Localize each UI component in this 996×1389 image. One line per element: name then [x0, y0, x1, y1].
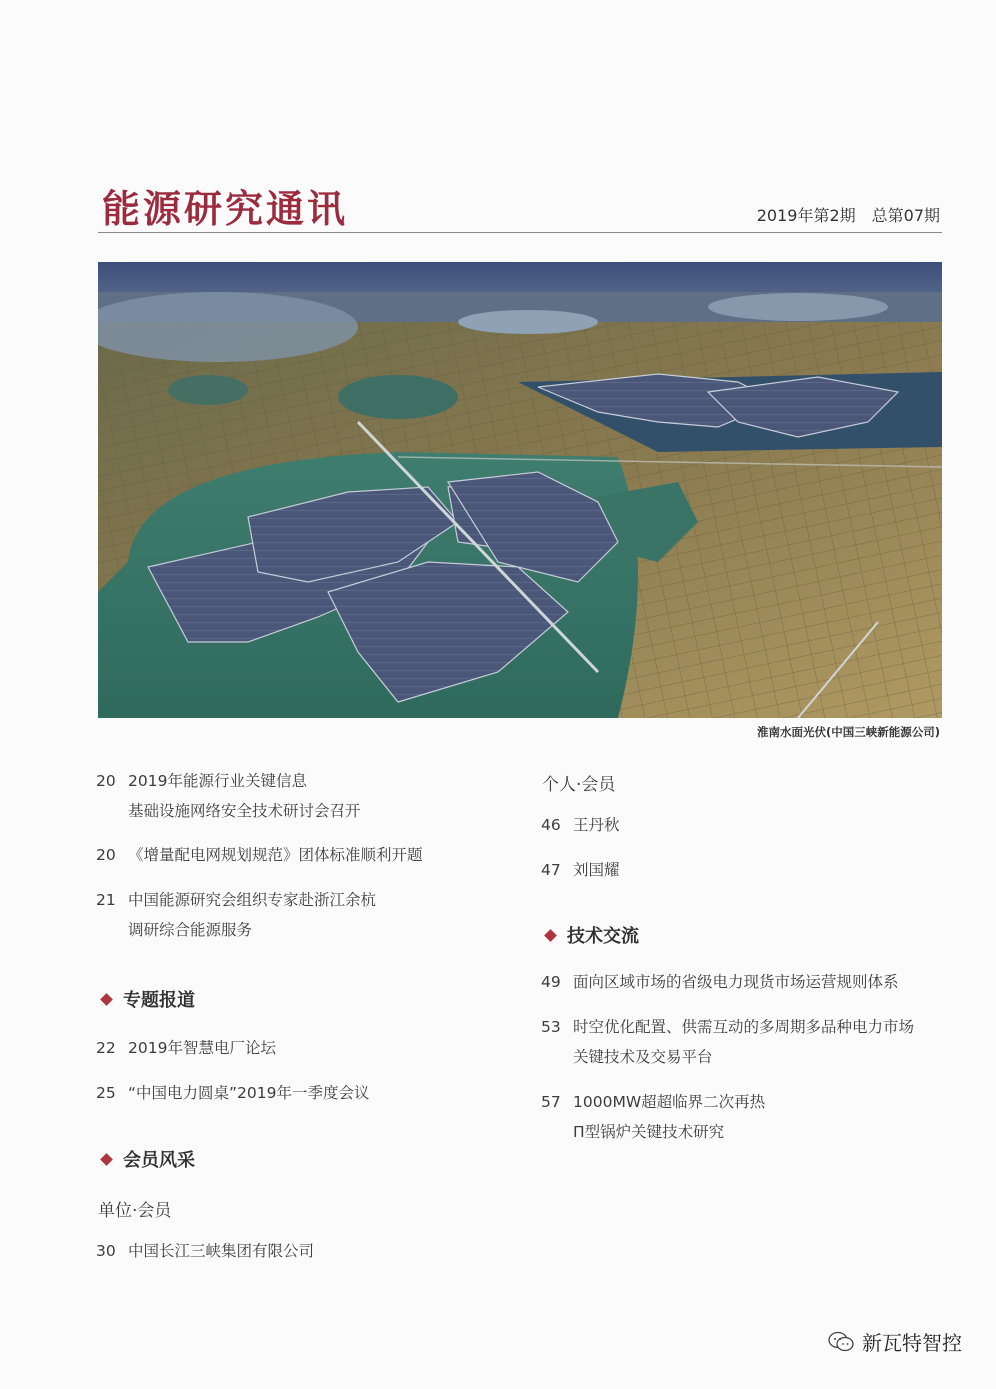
toc-page-number: 57	[541, 1093, 561, 1111]
toc-title-line2: П型锅炉关键技术研究	[573, 1123, 725, 1141]
toc-page-number: 47	[541, 861, 561, 879]
toc-entry[interactable]	[96, 1236, 314, 1266]
section-title: 专题报道	[123, 990, 195, 1011]
subheading-person-members: 个人·会员	[542, 775, 616, 795]
toc-page-number: 46	[541, 816, 561, 834]
diamond-bullet-icon	[100, 1153, 113, 1166]
diamond-bullet-icon	[100, 993, 113, 1006]
toc-title: 1000MW超超临界二次再热	[573, 1093, 766, 1111]
toc-page-number: 21	[96, 891, 116, 909]
masthead-title: 能源研究通讯	[102, 186, 349, 231]
toc-title: 《增量配电网规划规范》团体标准顺利开题	[128, 846, 423, 864]
section-heading-members	[102, 1146, 195, 1172]
toc-page-number: 53	[541, 1018, 561, 1036]
toc-title: 时空优化配置、供需互动的多周期多品种电力市场	[573, 1018, 915, 1036]
toc-title: 中国能源研究会组织专家赴浙江余杭	[128, 891, 377, 909]
cover-photo	[98, 262, 942, 718]
toc-title-line2: 调研综合能源服务	[128, 921, 253, 939]
toc-entry[interactable]	[541, 967, 899, 997]
toc-entry[interactable]	[541, 810, 620, 840]
subheading-unit-members: 单位·会员	[98, 1201, 172, 1221]
toc-entry[interactable]	[96, 1078, 370, 1108]
toc-entry[interactable]	[96, 840, 423, 870]
wechat-icon	[828, 1331, 854, 1353]
section-title: 会员风采	[123, 1150, 195, 1171]
toc-title: “中国电力圆桌”2019年一季度会议	[128, 1084, 370, 1102]
toc-page-number: 25	[96, 1084, 116, 1102]
toc-entry[interactable]	[541, 855, 620, 885]
toc-title: 面向区域市场的省级电力现货市场运营规则体系	[573, 973, 899, 991]
toc-page-number: 30	[96, 1242, 116, 1260]
toc-entry[interactable]	[96, 1033, 276, 1063]
issue-info: 2019年第2期 总第07期	[756, 206, 940, 225]
toc-title: 2019年智慧电厂论坛	[128, 1039, 276, 1057]
photo-caption: 淮南水面光伏(中国三峡新能源公司)	[756, 725, 940, 739]
toc-entry[interactable]	[541, 1012, 914, 1072]
toc-title-line2: 基础设施网络安全技术研讨会召开	[128, 802, 361, 820]
toc-title-line2: 关键技术及交易平台	[573, 1048, 713, 1066]
watermark-text: 新瓦特智控	[862, 1331, 962, 1355]
toc-title: 王丹秋	[573, 816, 620, 834]
toc-page-number: 20	[96, 846, 116, 864]
section-heading-tech	[546, 922, 639, 948]
section-heading-special	[102, 986, 195, 1012]
header-rule	[98, 232, 942, 233]
toc-entry[interactable]	[541, 1087, 765, 1147]
toc-entry[interactable]	[96, 766, 361, 826]
toc-title: 2019年能源行业关键信息	[128, 772, 307, 790]
diamond-bullet-icon	[544, 929, 557, 942]
toc-entry[interactable]	[96, 885, 376, 945]
toc-title: 中国长江三峡集团有限公司	[128, 1242, 315, 1260]
watermark	[828, 1327, 962, 1356]
toc-page-number: 22	[96, 1039, 116, 1057]
section-title: 技术交流	[567, 926, 639, 947]
toc-page-number: 20	[96, 772, 116, 790]
toc-title: 刘国耀	[573, 861, 620, 879]
toc-page-number: 49	[541, 973, 561, 991]
